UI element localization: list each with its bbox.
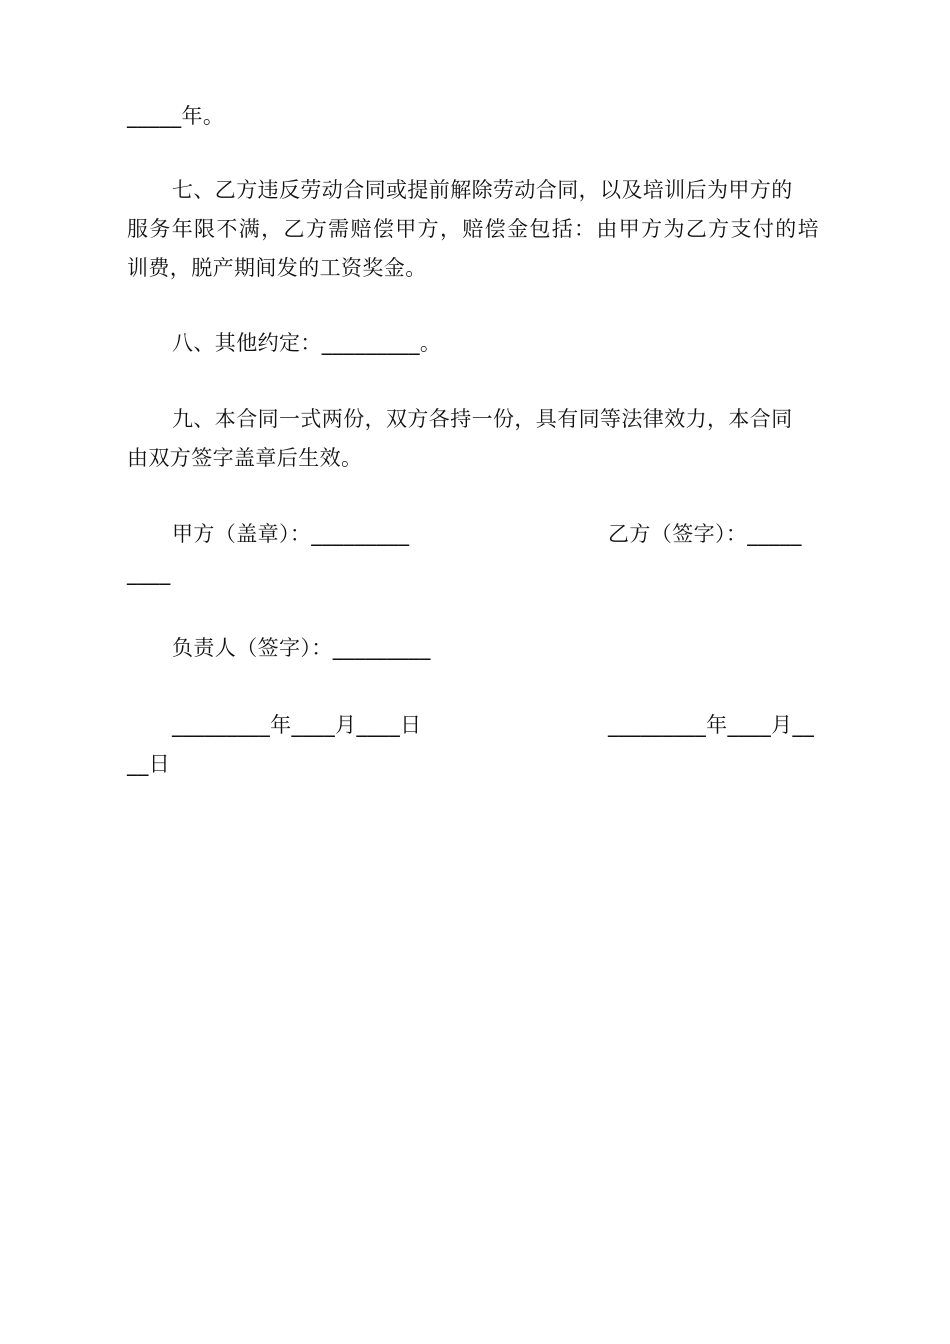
party-a-seal-field: 甲方（盖章）：_________ bbox=[172, 522, 410, 546]
year-tail-line: _____年。 bbox=[127, 104, 225, 128]
party-b-signature-wrap: ____ bbox=[127, 561, 171, 585]
party-a-date-field: _________年____月____日 bbox=[172, 713, 422, 737]
person-in-charge-signature-field: 负责人（签字）：_________ bbox=[172, 636, 431, 660]
clause-8-other-terms: 八、其他约定：_________。 bbox=[172, 331, 442, 355]
clause-9-line-1: 九、本合同一式两份，双方各持一份，具有同等法律效力，本合同 bbox=[172, 407, 793, 431]
clause-9-line-2: 由双方签字盖章后生效。 bbox=[127, 446, 363, 470]
clause-7-line-2: 服务年限不满，乙方需赔偿甲方，赔偿金包括：由甲方为乙方支付的培 bbox=[127, 217, 819, 241]
party-b-signature-field: 乙方（签字）：_____ bbox=[608, 522, 802, 546]
clause-7-line-1: 七、乙方违反劳动合同或提前解除劳动合同，以及培训后为甲方的 bbox=[172, 178, 793, 202]
party-b-date-field: _________年____月__ bbox=[608, 713, 815, 737]
party-b-date-wrap: __日 bbox=[127, 752, 171, 776]
clause-7-line-3: 训费，脱产期间发的工资奖金。 bbox=[127, 256, 427, 280]
